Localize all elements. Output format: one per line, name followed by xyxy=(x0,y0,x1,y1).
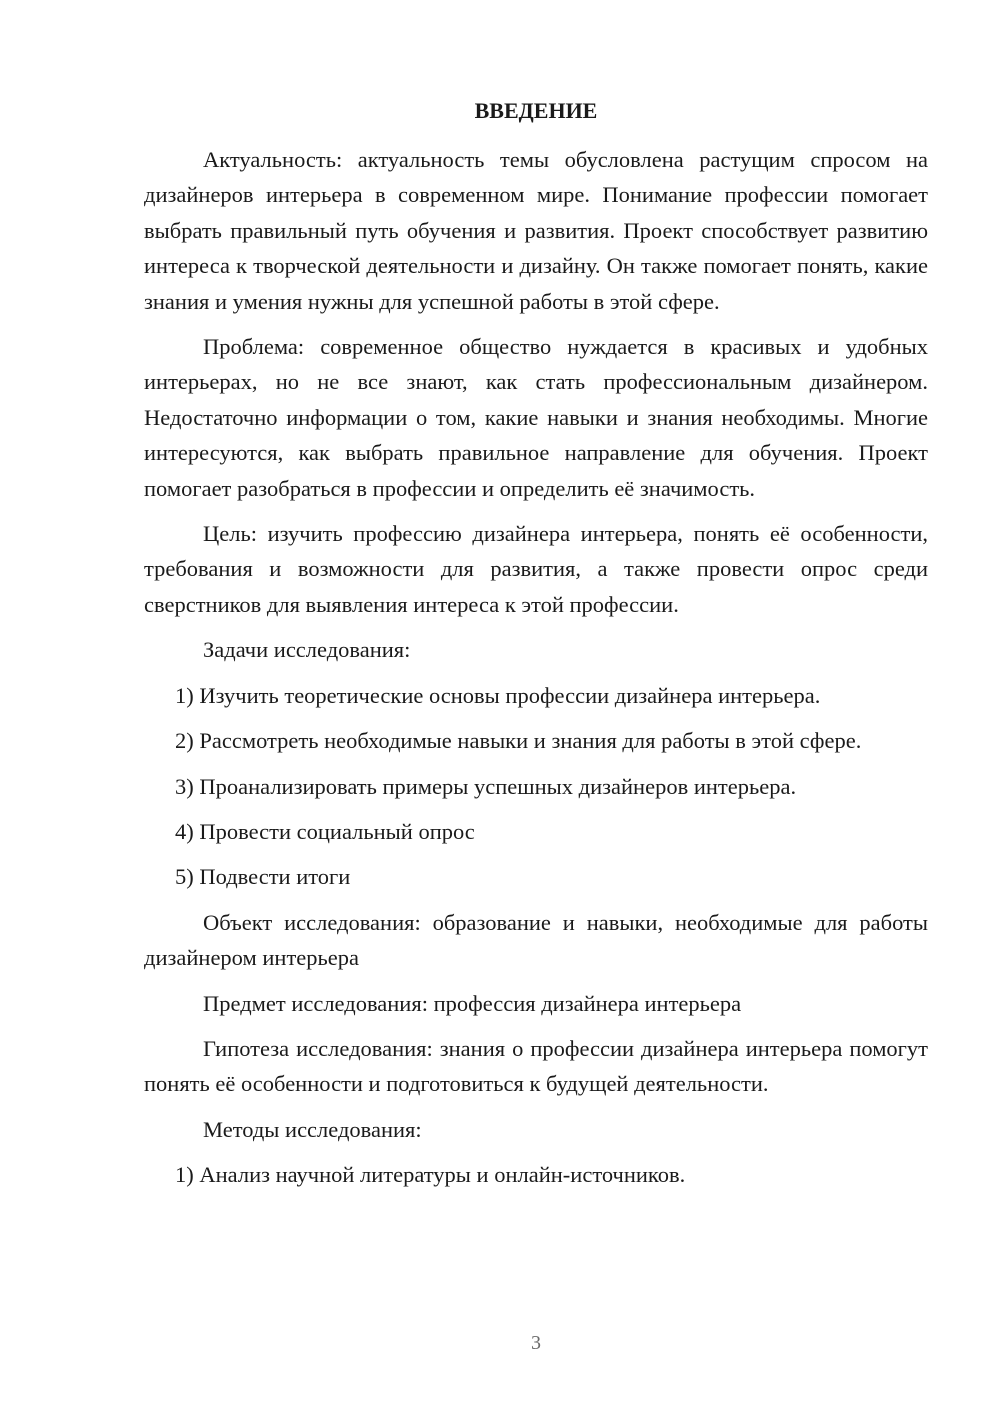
page-number: 3 xyxy=(531,1332,541,1354)
method-item-1: 1) Анализ научной литературы и онлайн-источников. xyxy=(175,1162,686,1188)
paragraph-relevance: Актуальность: актуальность темы обусловлена растущим спросом на дизайнеров интерьера в современном мире. Понимание профессии помогает выбрать правильный путь обучения и развития. Проект способствует развитию интереса к творческой деятельности и дизайну. Он также помогает понять, какие знания и умения нужны для успешной работы в этой сфере. xyxy=(144,147,928,314)
paragraph-methods-heading: Методы исследования: xyxy=(203,1116,422,1142)
paragraph-research-object: Объект исследования: образование и навыки, необходимые для работы дизайнером интерьера xyxy=(144,909,928,971)
task-item-5: 5) Подвести итоги xyxy=(175,864,351,890)
paragraph-tasks-heading: Задачи исследования: xyxy=(203,637,411,663)
paragraph-hypothesis: Гипотеза исследования: знания о профессии дизайнера интерьера помогут понять её особенности и подготовиться к будущей деятельности. xyxy=(144,1035,928,1097)
section-title: ВВЕДЕНИЕ xyxy=(474,98,598,123)
paragraph-goal: Цель: изучить профессию дизайнера интерьера, понять её особенности, требования и возможности для развития, а также провести опрос среди сверстников для выявления интереса к этой профессии. xyxy=(144,521,928,617)
paragraph-problem: Проблема: современное общество нуждается в красивых и удобных интерьерах, но не все знают, как стать профессиональным дизайнером. Недостаточно информации о том, какие навыки и знания необходимы. Многие интересуются, как выбрать правильное направление для обучения. Проект помогает разобраться в профессии и определить её значимость. xyxy=(144,334,928,501)
task-item-2: 2) Рассмотреть необходимые навыки и знания для работы в этой сфере. xyxy=(175,728,862,754)
task-item-3: 3) Проанализировать примеры успешных дизайнеров интерьера. xyxy=(175,773,797,799)
document-body xyxy=(144,142,928,1203)
task-item-1: 1) Изучить теоретические основы профессии дизайнера интерьера. xyxy=(175,682,821,708)
paragraph-research-subject: Предмет исследования: профессия дизайнера интерьера xyxy=(203,990,742,1016)
task-item-4: 4) Провести социальный опрос xyxy=(175,818,475,844)
